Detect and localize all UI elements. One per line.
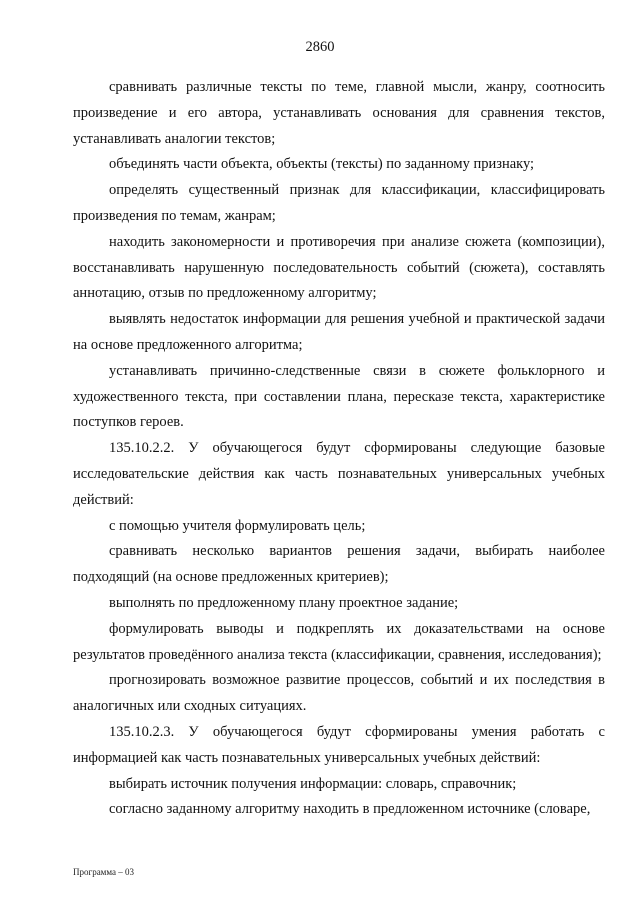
paragraph: выявлять недостаток информации для решения учебной и практической задачи на основе предложенного алгоритма;	[73, 311, 605, 353]
document-body	[73, 75, 605, 823]
paragraph: формулировать выводы и подкреплять их доказательствами на основе результатов проведённого анализа текста (классификации, сравнения, исследования);	[73, 620, 605, 663]
paragraph: сравнивать различные тексты по теме, главной мысли, жанру, соотносить произведение и его автора, устанавливать основания для сравнения текстов, устанавливать аналогии текстов;	[73, 79, 605, 147]
paragraph: прогнозировать возможное развитие процессов, событий и их последствия в аналогичных или сходных ситуациях.	[73, 672, 605, 715]
footer-label: Программа – 03	[73, 867, 135, 877]
paragraph: объединять части объекта, объекты (тексты) по заданному признаку;	[109, 156, 535, 173]
paragraph: выбирать источник получения информации: словарь, справочник;	[109, 775, 517, 792]
paragraph: с помощью учителя формулировать цель;	[109, 517, 366, 534]
paragraph: согласно заданному алгоритму находить в предложенном источнике (словаре,	[109, 801, 591, 818]
page-number: 2860	[305, 39, 335, 55]
paragraph: выполнять по предложенному плану проектное задание;	[109, 594, 459, 611]
paragraph: определять существенный признак для классификации, классифицировать произведения по темам, жанрам;	[73, 182, 605, 224]
paragraph: 135.10.2.2. У обучающегося будут сформированы следующие базовые исследовательские действия как часть познавательных универсальных учебных действий:	[73, 440, 605, 508]
paragraph: 135.10.2.3. У обучающегося будут сформированы умения работать с информацией как часть познавательных универсальных учебных действий:	[73, 723, 605, 766]
paragraph: устанавливать причинно-следственные связи в сюжете фольклорного и художественного текста, при составлении плана, пересказе текста, характеристике поступков героев.	[73, 362, 605, 431]
paragraph: находить закономерности и противоречия при анализе сюжета (композиции), восстанавливать нарушенную последовательность событий (сюжета), составлять аннотацию, отзыв по предложенному алгоритму;	[73, 233, 605, 302]
paragraph: сравнивать несколько вариантов решения задачи, выбирать наиболее подходящий (на основе предложенных критериев);	[73, 543, 605, 586]
